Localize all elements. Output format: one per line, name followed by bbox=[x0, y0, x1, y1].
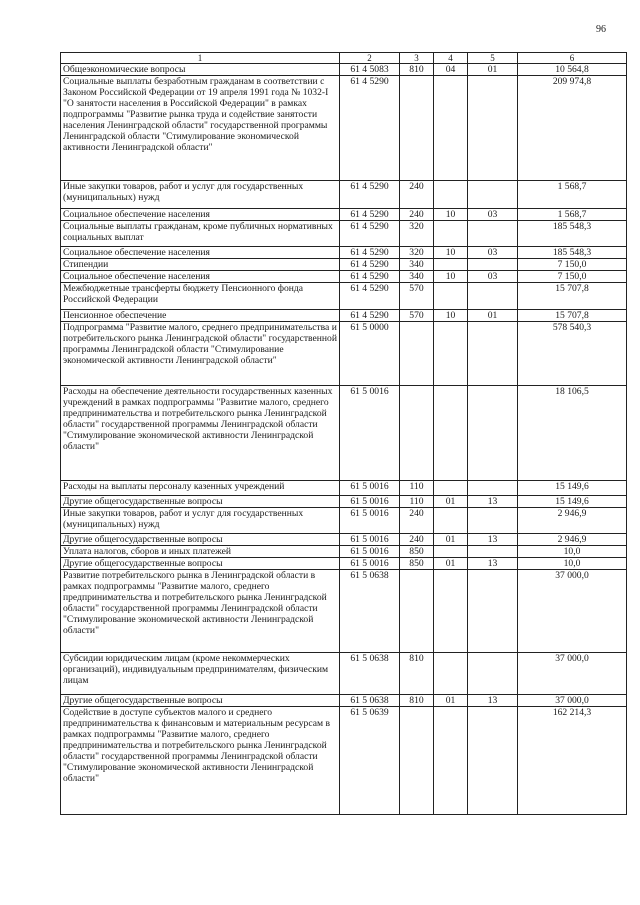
row-sum-cell: 1 568,7 bbox=[518, 181, 627, 209]
row-vr-cell: 340 bbox=[400, 259, 434, 271]
row-vr-cell: 110 bbox=[400, 481, 434, 496]
table-row bbox=[61, 695, 627, 707]
row-name-cell: Общеэкономические вопросы bbox=[61, 64, 340, 76]
row-pr-cell bbox=[468, 259, 518, 271]
row-vr-cell: 810 bbox=[400, 653, 434, 695]
row-name-cell: Расходы на выплаты персоналу казенных учреждений bbox=[61, 481, 340, 496]
row-vr-cell: 850 bbox=[400, 546, 434, 558]
row-vr-cell: 810 bbox=[400, 64, 434, 76]
table-row bbox=[61, 181, 627, 209]
table-row bbox=[61, 386, 627, 481]
row-name-cell: Социальные выплаты безработным гражданам в соответствии с Законом Российской Федерации от 19 апреля 1991 года № 1032-I "О занятости населения в Российской Федерации" в рамках подпрограммы "Развитие рынка труда и содействие занятости населения Ленинградской области" государственной программы Ленинградской области "Стимулирование экономической активности Ленинградской области" bbox=[61, 76, 340, 181]
row-sum-cell: 209 974,8 bbox=[518, 76, 627, 181]
row-pr-cell: 13 bbox=[468, 695, 518, 707]
row-csr-cell: 61 5 0016 bbox=[340, 481, 400, 496]
row-csr-cell: 61 5 0016 bbox=[340, 546, 400, 558]
table-row bbox=[61, 271, 627, 283]
row-rz-cell: 04 bbox=[434, 64, 468, 76]
table-row bbox=[61, 558, 627, 570]
row-pr-cell bbox=[468, 386, 518, 481]
row-pr-cell: 01 bbox=[468, 310, 518, 322]
table-row bbox=[61, 247, 627, 259]
table-row bbox=[61, 322, 627, 386]
row-vr-cell: 340 bbox=[400, 271, 434, 283]
row-pr-cell bbox=[468, 570, 518, 653]
row-name-cell: Субсидии юридическим лицам (кроме некоммерческих организаций), индивидуальным предпринимателям, физическим лицам bbox=[61, 653, 340, 695]
row-sum-cell: 10 564,8 bbox=[518, 64, 627, 76]
table-row bbox=[61, 209, 627, 221]
row-csr-cell: 61 5 0016 bbox=[340, 534, 400, 546]
row-name-cell: Иные закупки товаров, работ и услуг для государственных (муниципальных) нужд bbox=[61, 508, 340, 534]
row-name-cell: Межбюджетные трансферты бюджету Пенсионного фонда Российской Федерации bbox=[61, 283, 340, 310]
row-sum-cell: 7 150,0 bbox=[518, 271, 627, 283]
table-row bbox=[61, 259, 627, 271]
row-csr-cell: 61 4 5290 bbox=[340, 283, 400, 310]
row-rz-cell: 01 bbox=[434, 695, 468, 707]
row-vr-cell: 240 bbox=[400, 534, 434, 546]
row-pr-cell: 13 bbox=[468, 558, 518, 570]
row-rz-cell: 01 bbox=[434, 558, 468, 570]
row-rz-cell bbox=[434, 76, 468, 181]
row-rz-cell bbox=[434, 283, 468, 310]
row-sum-cell: 15 149,6 bbox=[518, 496, 627, 508]
table-row bbox=[61, 496, 627, 508]
row-sum-cell: 10,0 bbox=[518, 546, 627, 558]
row-sum-cell: 15 149,6 bbox=[518, 481, 627, 496]
row-sum-cell: 15 707,8 bbox=[518, 283, 627, 310]
row-pr-cell bbox=[468, 653, 518, 695]
table-row bbox=[61, 546, 627, 558]
row-rz-cell: 10 bbox=[434, 310, 468, 322]
table-row bbox=[61, 64, 627, 76]
row-csr-cell: 61 5 0638 bbox=[340, 695, 400, 707]
row-csr-cell: 61 4 5290 bbox=[340, 221, 400, 247]
row-vr-cell bbox=[400, 322, 434, 386]
row-vr-cell: 570 bbox=[400, 310, 434, 322]
row-name-cell: Стипендии bbox=[61, 259, 340, 271]
row-vr-cell: 240 bbox=[400, 181, 434, 209]
row-vr-cell bbox=[400, 386, 434, 481]
row-vr-cell bbox=[400, 76, 434, 181]
row-csr-cell: 61 5 0000 bbox=[340, 322, 400, 386]
row-vr-cell: 240 bbox=[400, 508, 434, 534]
row-vr-cell: 810 bbox=[400, 695, 434, 707]
row-vr-cell: 850 bbox=[400, 558, 434, 570]
row-name-cell: Социальное обеспечение населения bbox=[61, 247, 340, 259]
table-row bbox=[61, 534, 627, 546]
row-csr-cell: 61 5 0016 bbox=[340, 496, 400, 508]
row-rz-cell bbox=[434, 221, 468, 247]
row-name-cell: Социальные выплаты гражданам, кроме публичных нормативных социальных выплат bbox=[61, 221, 340, 247]
budget-table bbox=[60, 52, 627, 815]
row-vr-cell bbox=[400, 707, 434, 815]
row-sum-cell: 162 214,3 bbox=[518, 707, 627, 815]
row-csr-cell: 61 4 5290 bbox=[340, 209, 400, 221]
row-rz-cell: 01 bbox=[434, 534, 468, 546]
table-row bbox=[61, 481, 627, 496]
row-vr-cell: 320 bbox=[400, 221, 434, 247]
row-rz-cell: 10 bbox=[434, 271, 468, 283]
row-pr-cell bbox=[468, 322, 518, 386]
row-sum-cell: 7 150,0 bbox=[518, 259, 627, 271]
row-vr-cell: 110 bbox=[400, 496, 434, 508]
table-header-row bbox=[61, 53, 627, 64]
row-name-cell: Социальное обеспечение населения bbox=[61, 209, 340, 221]
header-cell: 1 bbox=[61, 53, 340, 64]
table-row bbox=[61, 76, 627, 181]
row-pr-cell bbox=[468, 707, 518, 815]
row-rz-cell bbox=[434, 181, 468, 209]
header-cell: 4 bbox=[434, 53, 468, 64]
row-sum-cell: 37 000,0 bbox=[518, 570, 627, 653]
row-sum-cell: 37 000,0 bbox=[518, 695, 627, 707]
row-csr-cell: 61 4 5290 bbox=[340, 76, 400, 181]
row-csr-cell: 61 5 0638 bbox=[340, 570, 400, 653]
row-csr-cell: 61 4 5290 bbox=[340, 310, 400, 322]
row-pr-cell bbox=[468, 76, 518, 181]
row-csr-cell: 61 5 0638 bbox=[340, 653, 400, 695]
row-csr-cell: 61 5 0016 bbox=[340, 508, 400, 534]
row-pr-cell bbox=[468, 181, 518, 209]
row-name-cell: Другие общегосударственные вопросы bbox=[61, 695, 340, 707]
row-sum-cell: 2 946,9 bbox=[518, 534, 627, 546]
row-rz-cell bbox=[434, 481, 468, 496]
row-pr-cell bbox=[468, 283, 518, 310]
row-vr-cell: 570 bbox=[400, 283, 434, 310]
header-cell: 3 bbox=[400, 53, 434, 64]
row-csr-cell: 61 4 5290 bbox=[340, 181, 400, 209]
table-row bbox=[61, 707, 627, 815]
row-sum-cell: 2 946,9 bbox=[518, 508, 627, 534]
row-name-cell: Другие общегосударственные вопросы bbox=[61, 534, 340, 546]
row-vr-cell: 240 bbox=[400, 209, 434, 221]
row-sum-cell: 185 548,3 bbox=[518, 247, 627, 259]
row-rz-cell: 10 bbox=[434, 247, 468, 259]
row-csr-cell: 61 4 5290 bbox=[340, 259, 400, 271]
row-pr-cell: 13 bbox=[468, 496, 518, 508]
row-csr-cell: 61 5 0016 bbox=[340, 558, 400, 570]
table-row bbox=[61, 570, 627, 653]
row-pr-cell bbox=[468, 481, 518, 496]
row-pr-cell: 13 bbox=[468, 534, 518, 546]
row-sum-cell: 185 548,3 bbox=[518, 221, 627, 247]
row-name-cell: Подпрограмма "Развитие малого, среднего предпринимательства и потребительского рынка Ленинградской области" государственной программы Ленинградской области "Стимулирование экономической активности Ленинградской области" bbox=[61, 322, 340, 386]
page-number: 96 bbox=[596, 24, 606, 35]
table-row bbox=[61, 653, 627, 695]
row-name-cell: Другие общегосударственные вопросы bbox=[61, 496, 340, 508]
row-csr-cell: 61 4 5290 bbox=[340, 247, 400, 259]
row-rz-cell bbox=[434, 546, 468, 558]
table-row bbox=[61, 508, 627, 534]
row-vr-cell bbox=[400, 570, 434, 653]
row-sum-cell: 18 106,5 bbox=[518, 386, 627, 481]
row-rz-cell bbox=[434, 707, 468, 815]
row-pr-cell bbox=[468, 546, 518, 558]
row-rz-cell bbox=[434, 508, 468, 534]
row-sum-cell: 15 707,8 bbox=[518, 310, 627, 322]
row-pr-cell bbox=[468, 508, 518, 534]
row-name-cell: Социальное обеспечение населения bbox=[61, 271, 340, 283]
row-rz-cell bbox=[434, 259, 468, 271]
row-name-cell: Другие общегосударственные вопросы bbox=[61, 558, 340, 570]
row-csr-cell: 61 4 5083 bbox=[340, 64, 400, 76]
row-sum-cell: 1 568,7 bbox=[518, 209, 627, 221]
row-pr-cell: 03 bbox=[468, 271, 518, 283]
row-rz-cell bbox=[434, 570, 468, 653]
header-cell: 6 bbox=[518, 53, 627, 64]
row-csr-cell: 61 5 0016 bbox=[340, 386, 400, 481]
row-csr-cell: 61 4 5290 bbox=[340, 271, 400, 283]
row-rz-cell: 01 bbox=[434, 496, 468, 508]
row-name-cell: Пенсионное обеспечение bbox=[61, 310, 340, 322]
row-name-cell: Содействие в доступе субъектов малого и среднего предпринимательства к финансовым и материальным ресурсам в рамках подпрограммы "Развитие малого, среднего предпринимательства и потребительского рынка Ленинградской области" государственной программы Ленинградской области "Стимулирование экономической активности Ленинградской области" bbox=[61, 707, 340, 815]
row-sum-cell: 37 000,0 bbox=[518, 653, 627, 695]
header-cell: 5 bbox=[468, 53, 518, 64]
row-sum-cell: 10,0 bbox=[518, 558, 627, 570]
header-cell: 2 bbox=[340, 53, 400, 64]
row-name-cell: Уплата налогов, сборов и иных платежей bbox=[61, 546, 340, 558]
row-pr-cell: 01 bbox=[468, 64, 518, 76]
row-rz-cell: 10 bbox=[434, 209, 468, 221]
row-rz-cell bbox=[434, 653, 468, 695]
table-row bbox=[61, 221, 627, 247]
row-pr-cell bbox=[468, 221, 518, 247]
table-row bbox=[61, 283, 627, 310]
row-vr-cell: 320 bbox=[400, 247, 434, 259]
row-rz-cell bbox=[434, 322, 468, 386]
row-name-cell: Расходы на обеспечение деятельности государственных казенных учреждений в рамках подпрограммы "Развитие малого, среднего предпринимательства и потребительского рынка Ленинградской области" государственной программы Ленинградской области "Стимулирование экономической активности Ленинградской области" bbox=[61, 386, 340, 481]
table-row bbox=[61, 310, 627, 322]
row-name-cell: Развитие потребительского рынка в Ленинградской области в рамках подпрограммы "Развитие малого, среднего предпринимательства и потребительского рынка Ленинградской области" государственной программы Ленинградской области "Стимулирование экономической активности Ленинградской области" bbox=[61, 570, 340, 653]
row-rz-cell bbox=[434, 386, 468, 481]
row-pr-cell: 03 bbox=[468, 209, 518, 221]
row-csr-cell: 61 5 0639 bbox=[340, 707, 400, 815]
row-sum-cell: 578 540,3 bbox=[518, 322, 627, 386]
row-name-cell: Иные закупки товаров, работ и услуг для государственных (муниципальных) нужд bbox=[61, 181, 340, 209]
row-pr-cell: 03 bbox=[468, 247, 518, 259]
